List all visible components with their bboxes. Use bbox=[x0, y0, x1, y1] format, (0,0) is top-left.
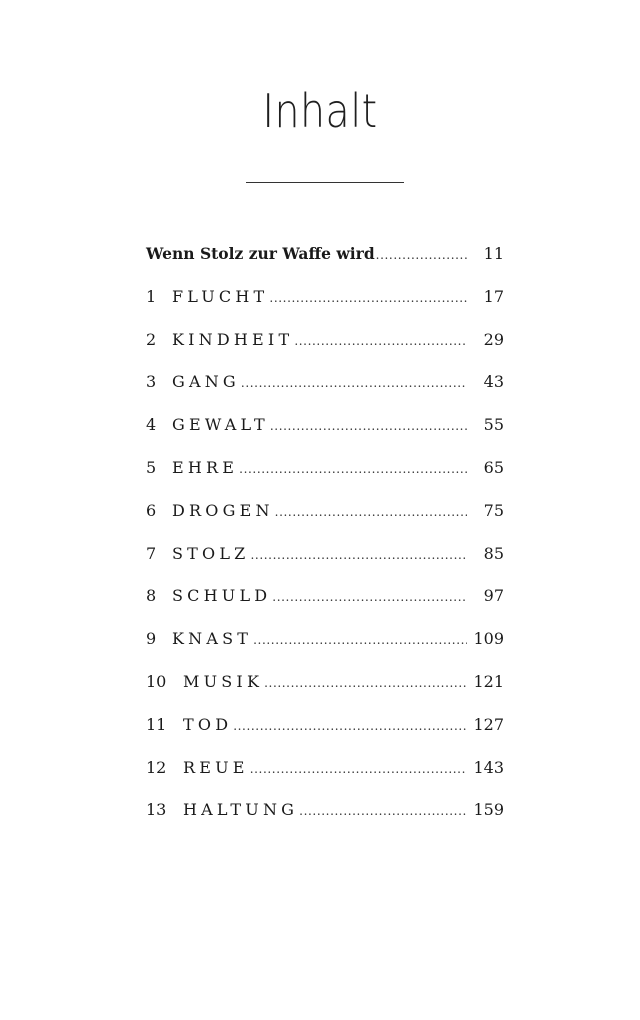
title-divider bbox=[246, 182, 404, 183]
toc-entry-page: 121 bbox=[473, 671, 504, 691]
dot-leader bbox=[376, 248, 467, 262]
toc-entry-chapter[interactable] bbox=[146, 800, 504, 843]
toc-entry-page: 55 bbox=[483, 415, 504, 435]
toc-entry-title: TOD bbox=[183, 714, 233, 734]
toc-entry-chapter[interactable] bbox=[146, 330, 504, 373]
toc-entry-title: STOLZ bbox=[172, 543, 250, 563]
toc-entry-chapter[interactable] bbox=[146, 629, 504, 672]
dot-leader bbox=[251, 548, 468, 562]
toc-entry-number: 2 bbox=[146, 329, 157, 349]
toc-entry-page: 11 bbox=[483, 244, 504, 263]
toc-entry-page: 29 bbox=[483, 329, 504, 349]
toc-entry-page: 65 bbox=[483, 457, 504, 477]
toc-entry-title: HALTUNG bbox=[183, 800, 299, 820]
toc-entry-chapter[interactable] bbox=[146, 372, 504, 415]
toc-entry-page: 109 bbox=[473, 629, 504, 649]
dot-leader bbox=[241, 376, 467, 390]
toc-entry-title: Wenn Stolz zur Waffe wird bbox=[146, 244, 375, 263]
toc-entry-page: 97 bbox=[483, 586, 504, 606]
dot-leader bbox=[299, 804, 467, 818]
dot-leader bbox=[233, 719, 467, 733]
toc-entry-number: 12 bbox=[146, 757, 167, 777]
toc-entry-page: 75 bbox=[483, 500, 504, 520]
toc-entry-title: FLUCHT bbox=[172, 286, 269, 306]
toc-entry-page: 143 bbox=[473, 757, 504, 777]
toc-entry-title: GEWALT bbox=[172, 415, 269, 435]
toc-entry-title: REUE bbox=[183, 757, 249, 777]
toc-entry-chapter[interactable] bbox=[146, 586, 504, 629]
toc-entry-title: KINDHEIT bbox=[172, 329, 294, 349]
toc-entry-number: 10 bbox=[146, 671, 167, 691]
toc-entry-number: 7 bbox=[146, 543, 157, 563]
dot-leader bbox=[250, 762, 467, 776]
dot-leader bbox=[253, 633, 467, 647]
dot-leader bbox=[239, 462, 467, 476]
toc-entry-title: GANG bbox=[172, 372, 240, 392]
toc-entry-title: DROGEN bbox=[172, 500, 274, 520]
toc-entry-chapter[interactable] bbox=[146, 415, 504, 458]
toc-entry-number: 8 bbox=[146, 586, 157, 606]
toc-entry-title: KNAST bbox=[172, 629, 253, 649]
toc-entry-number: 11 bbox=[146, 714, 167, 734]
toc-entry-chapter[interactable] bbox=[146, 458, 504, 501]
toc-entry-number: 1 bbox=[146, 286, 157, 306]
dot-leader bbox=[264, 676, 467, 690]
toc-entry-page: 43 bbox=[483, 372, 504, 392]
dot-leader bbox=[294, 334, 467, 348]
toc-entry-number: 5 bbox=[146, 457, 157, 477]
page-title: Inhalt bbox=[262, 84, 378, 138]
dot-leader bbox=[272, 590, 467, 604]
toc-entry-chapter[interactable] bbox=[146, 501, 504, 544]
toc-entry-number: 6 bbox=[146, 500, 157, 520]
dot-leader bbox=[275, 505, 467, 519]
toc-entry-page: 85 bbox=[483, 543, 504, 563]
dot-leader bbox=[269, 291, 467, 305]
toc-entry-chapter[interactable] bbox=[146, 758, 504, 801]
toc-entry-title: SCHULD bbox=[172, 586, 272, 606]
toc-entry-intro[interactable] bbox=[146, 244, 504, 287]
dot-leader bbox=[270, 419, 467, 433]
toc-entry-page: 127 bbox=[473, 714, 504, 734]
toc-entry-chapter[interactable] bbox=[146, 672, 504, 715]
toc-entry-chapter[interactable] bbox=[146, 287, 504, 330]
toc-entry-page: 159 bbox=[473, 800, 504, 820]
toc-entry-title: MUSIK bbox=[183, 671, 264, 691]
toc-entry-number: 4 bbox=[146, 415, 157, 435]
toc-entry-number: 13 bbox=[146, 800, 167, 820]
toc-entry-title: EHRE bbox=[172, 457, 239, 477]
toc-entry-number: 9 bbox=[146, 629, 157, 649]
table-of-contents bbox=[146, 244, 504, 843]
toc-entry-page: 17 bbox=[483, 286, 504, 306]
toc-entry-number: 3 bbox=[146, 372, 157, 392]
toc-entry-chapter[interactable] bbox=[146, 544, 504, 587]
toc-entry-chapter[interactable] bbox=[146, 715, 504, 758]
